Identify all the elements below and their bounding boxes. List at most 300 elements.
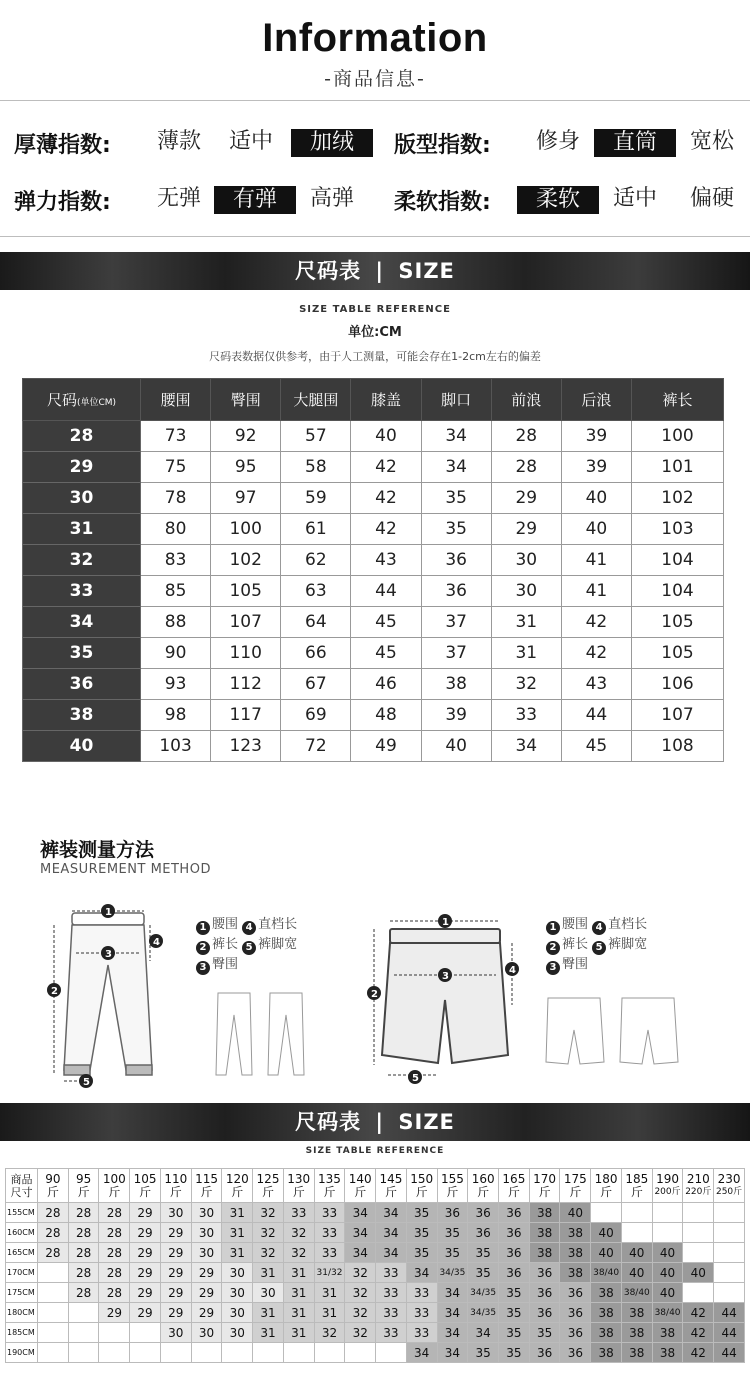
weight-table-ref-label: SIZE TABLE REFERENCE — [305, 1146, 445, 1156]
attr-label-softness: 柔软指数: — [394, 190, 491, 215]
size-cell: 29 — [130, 1263, 161, 1283]
weight-header — [529, 1169, 560, 1203]
size-cell: 40 — [652, 1243, 683, 1263]
size-cell: 31 — [314, 1283, 345, 1303]
weight-header — [714, 1169, 745, 1203]
size-cell — [376, 1343, 407, 1363]
weight-header — [130, 1169, 161, 1203]
measure-cell: 106 — [632, 669, 724, 700]
measure-cell: 105 — [632, 607, 724, 638]
size-cell: 29 — [191, 1263, 222, 1283]
size-cell: 33 — [376, 1323, 407, 1343]
weight-unit: 斤 — [354, 1184, 367, 1199]
size-header-label: 尺码 — [46, 391, 77, 409]
size-cell — [38, 1343, 69, 1363]
weight-value: 190 — [656, 1171, 679, 1186]
measure-cell: 42 — [351, 452, 421, 483]
weight-value: 185 — [625, 1171, 649, 1186]
legend-text: 臀围 — [562, 957, 589, 972]
weight-header — [345, 1169, 376, 1203]
size-cell: 30 — [253, 1283, 284, 1303]
size-table — [22, 378, 724, 762]
attr-option-selected: 柔软 — [517, 186, 599, 214]
measure-cell: 66 — [281, 638, 351, 669]
size-cell — [714, 1243, 745, 1263]
corner-cell: 商品尺寸 — [6, 1169, 38, 1203]
size-cell — [683, 1243, 714, 1263]
size-cell: 34 — [345, 1203, 376, 1223]
size-cell: 33 — [314, 1223, 345, 1243]
measure-cell: 44 — [561, 700, 631, 731]
svg-text:4: 4 — [509, 965, 516, 976]
attr-option: 适中 — [612, 186, 657, 211]
measure-cell: 83 — [141, 545, 211, 576]
size-cell: 29 — [23, 452, 141, 483]
size-cell: 29 — [160, 1243, 191, 1263]
size-cell: 30 — [222, 1263, 253, 1283]
measure-cell: 39 — [561, 452, 631, 483]
weight-value: 95 — [75, 1171, 92, 1186]
measure-cell: 62 — [281, 545, 351, 576]
measure-cell: 102 — [632, 483, 724, 514]
size-cell: 36 — [499, 1223, 530, 1243]
measure-cell: 41 — [561, 545, 631, 576]
size-cell: 38 — [529, 1223, 560, 1243]
size-cell: 34 — [345, 1243, 376, 1263]
weight-header — [68, 1169, 99, 1203]
col-header: 脚口 — [421, 379, 491, 421]
size-cell: 28 — [99, 1243, 130, 1263]
size-cell — [68, 1323, 99, 1343]
table-row — [23, 514, 724, 545]
size-cell — [683, 1223, 714, 1243]
size-cell: 32 — [345, 1263, 376, 1283]
size-cell: 42 — [683, 1343, 714, 1363]
size-cell: 42 — [683, 1323, 714, 1343]
measure-cell: 35 — [421, 483, 491, 514]
size-cell: 36 — [499, 1243, 530, 1263]
measure-cell: 59 — [281, 483, 351, 514]
size-cell: 34 — [437, 1283, 468, 1303]
size-cell: 34 — [437, 1303, 468, 1323]
size-banner — [0, 252, 750, 290]
measure-cell: 36 — [421, 545, 491, 576]
measure-cell: 107 — [211, 607, 281, 638]
measure-cell: 30 — [491, 576, 561, 607]
size-cell: 33 — [406, 1283, 437, 1303]
svg-text:4: 4 — [153, 937, 160, 948]
size-cell: 36 — [560, 1303, 591, 1323]
size-cell: 40 — [591, 1223, 622, 1243]
measure-cell: 42 — [351, 483, 421, 514]
weight-value: 100 — [102, 1171, 126, 1186]
size-cell: 34 — [345, 1223, 376, 1243]
size-cell — [345, 1343, 376, 1363]
weight-unit: 斤 — [538, 1184, 551, 1199]
weight-header — [468, 1169, 499, 1203]
weight-unit: 斤 — [384, 1184, 397, 1199]
size-cell: 34/35 — [468, 1283, 499, 1303]
measure-cell: 31 — [491, 638, 561, 669]
size-cell: 28 — [99, 1223, 130, 1243]
size-cell: 36 — [437, 1203, 468, 1223]
legend-text: 裤长 — [562, 937, 589, 952]
svg-text:5: 5 — [83, 1077, 90, 1088]
weight-unit: 斤 — [200, 1184, 213, 1199]
size-cell — [38, 1283, 69, 1303]
size-cell: 38 — [591, 1323, 622, 1343]
svg-text:2: 2 — [51, 986, 58, 997]
size-cell: 31 — [222, 1243, 253, 1263]
legend-text: 裤长 — [212, 937, 239, 952]
size-cell: 34 — [406, 1343, 437, 1363]
legend-text: 裤脚宽 — [608, 937, 648, 952]
col-header: 裤长 — [632, 379, 724, 421]
weight-value: 115 — [195, 1171, 218, 1186]
table-row — [6, 1343, 745, 1363]
measure-cell: 35 — [421, 514, 491, 545]
pants-diagram — [40, 895, 180, 1095]
size-cell: 32 — [23, 545, 141, 576]
weight-value: 230 — [717, 1171, 741, 1186]
height-label: 190CM — [6, 1343, 38, 1363]
size-cell: 28 — [38, 1243, 69, 1263]
pants-sketch — [210, 985, 320, 1080]
size-cell: 29 — [99, 1303, 130, 1323]
height-label: 165CM — [6, 1243, 38, 1263]
weight-header — [560, 1169, 591, 1203]
measure-cell: 40 — [561, 514, 631, 545]
weight-header — [683, 1169, 714, 1203]
size-cell: 33 — [376, 1303, 407, 1323]
size-cell: 38/40 — [621, 1283, 652, 1303]
size-cell: 30 — [191, 1223, 222, 1243]
size-unit: 单位:CM — [348, 325, 402, 340]
measure-cell: 69 — [281, 700, 351, 731]
size-cell: 40 — [560, 1203, 591, 1223]
svg-text:3: 3 — [442, 971, 449, 982]
weight-value: 145 — [379, 1171, 403, 1186]
size-cell — [130, 1343, 161, 1363]
size-cell: 36 — [468, 1223, 499, 1243]
legend-shorts — [546, 915, 696, 975]
table-row — [23, 731, 724, 762]
size-cell: 29 — [130, 1283, 161, 1303]
measure-cell: 107 — [632, 700, 724, 731]
attr-option-selected: 加绒 — [291, 129, 373, 157]
table-row — [23, 700, 724, 731]
size-cell: 28 — [23, 421, 141, 452]
size-cell: 28 — [68, 1243, 99, 1263]
measure-cell: 42 — [351, 514, 421, 545]
size-cell: 35 — [406, 1203, 437, 1223]
size-cell: 36 — [529, 1303, 560, 1323]
measure-cell: 97 — [211, 483, 281, 514]
size-cell: 29 — [130, 1203, 161, 1223]
col-header: 前浪 — [491, 379, 561, 421]
measure-cell: 103 — [141, 731, 211, 762]
measure-cell: 39 — [561, 421, 631, 452]
table-row — [6, 1303, 745, 1323]
weight-header — [437, 1169, 468, 1203]
size-cell: 32 — [345, 1303, 376, 1323]
table-row — [6, 1223, 745, 1243]
weight-header — [283, 1169, 314, 1203]
weight-header — [499, 1169, 530, 1203]
measure-cell: 49 — [351, 731, 421, 762]
size-cell: 31 — [253, 1323, 284, 1343]
measure-cell: 73 — [141, 421, 211, 452]
measure-cell: 63 — [281, 576, 351, 607]
weight-value: 125 — [256, 1171, 280, 1186]
banner-cn: 尺码表 — [295, 259, 362, 283]
size-cell: 29 — [191, 1283, 222, 1303]
measure-cell: 72 — [281, 731, 351, 762]
measure-cell: 100 — [632, 421, 724, 452]
weight-header — [99, 1169, 130, 1203]
measure-cell: 40 — [351, 421, 421, 452]
size-cell: 30 — [222, 1303, 253, 1323]
size-cell: 44 — [714, 1343, 745, 1363]
measure-cell: 105 — [632, 638, 724, 669]
table-row — [23, 483, 724, 514]
size-cell: 28 — [68, 1283, 99, 1303]
size-cell: 32 — [283, 1223, 314, 1243]
size-cell: 35 — [499, 1283, 530, 1303]
measure-cell: 67 — [281, 669, 351, 700]
size-cell — [253, 1343, 284, 1363]
weight-unit: 斤 — [139, 1184, 152, 1199]
size-cell: 30 — [222, 1323, 253, 1343]
size-cell: 32 — [345, 1323, 376, 1343]
size-cell: 28 — [68, 1203, 99, 1223]
measure-cell: 43 — [561, 669, 631, 700]
size-cell: 35 — [499, 1303, 530, 1323]
size-cell: 35 — [437, 1243, 468, 1263]
weight-unit: 斤 — [77, 1184, 90, 1199]
size-cell: 36 — [560, 1323, 591, 1343]
size-cell: 31 — [283, 1263, 314, 1283]
measure-cell: 80 — [141, 514, 211, 545]
measure-cell: 36 — [421, 576, 491, 607]
size-cell: 32 — [345, 1283, 376, 1303]
svg-text:1: 1 — [105, 907, 112, 918]
weight-value: 175 — [563, 1171, 587, 1186]
size-cell: 28 — [38, 1203, 69, 1223]
attr-option-selected: 有弹 — [214, 186, 296, 214]
measure-cell: 92 — [211, 421, 281, 452]
size-table-ref-label: SIZE TABLE REFERENCE — [299, 304, 451, 315]
size-cell: 31 — [222, 1203, 253, 1223]
measurement-subtitle: MEASUREMENT METHOD — [40, 862, 211, 877]
weight-unit: 250斤 — [715, 1186, 743, 1197]
svg-text:3: 3 — [105, 949, 112, 960]
size-cell: 30 — [160, 1203, 191, 1223]
size-cell: 34 — [437, 1343, 468, 1363]
legend-num: 5 — [592, 941, 606, 955]
size-cell: 36 — [499, 1203, 530, 1223]
measure-cell: 45 — [351, 638, 421, 669]
weight-unit: 斤 — [108, 1184, 121, 1199]
attr-option: 无弹 — [156, 186, 201, 211]
size-cell — [591, 1203, 622, 1223]
size-cell — [38, 1263, 69, 1283]
weight-value: 90 — [45, 1171, 61, 1186]
size-cell: 38 — [621, 1323, 652, 1343]
legend-num: 1 — [196, 921, 210, 935]
measure-cell: 34 — [421, 452, 491, 483]
size-cell: 38 — [621, 1343, 652, 1363]
size-cell: 31 — [314, 1303, 345, 1323]
size-cell: 30 — [191, 1243, 222, 1263]
size-cell: 31 — [222, 1223, 253, 1243]
weight-header-row — [6, 1169, 745, 1203]
size-cell: 30 — [191, 1323, 222, 1343]
size-cell: 40 — [23, 731, 141, 762]
attr-option-selected: 直筒 — [594, 129, 676, 157]
measure-cell: 117 — [211, 700, 281, 731]
weight-value: 170 — [533, 1171, 557, 1186]
size-cell — [222, 1343, 253, 1363]
divider — [0, 100, 750, 101]
size-cell: 38 — [591, 1303, 622, 1323]
measure-cell: 31 — [491, 607, 561, 638]
height-label: 155CM — [6, 1203, 38, 1223]
col-header: 臀围 — [211, 379, 281, 421]
size-cell: 44 — [714, 1303, 745, 1323]
legend-text: 直档长 — [258, 917, 298, 932]
size-cell: 32 — [253, 1243, 284, 1263]
weight-value: 110 — [164, 1171, 188, 1186]
size-cell — [714, 1223, 745, 1243]
size-cell: 36 — [23, 669, 141, 700]
weight-value: 140 — [348, 1171, 372, 1186]
weight-value: 210 — [686, 1171, 710, 1186]
size-cell: 31 — [253, 1263, 284, 1283]
table-row — [6, 1323, 745, 1343]
weight-unit: 斤 — [292, 1184, 305, 1199]
measure-cell: 101 — [632, 452, 724, 483]
measure-cell: 58 — [281, 452, 351, 483]
attr-label-elasticity: 弹力指数: — [14, 190, 111, 215]
size-cell — [38, 1323, 69, 1343]
size-cell: 29 — [130, 1303, 161, 1323]
size-cell: 29 — [160, 1223, 191, 1243]
weight-header — [621, 1169, 652, 1203]
size-cell — [99, 1343, 130, 1363]
size-cell: 33 — [376, 1263, 407, 1283]
legend-pants — [196, 915, 336, 975]
size-cell: 29 — [130, 1243, 161, 1263]
size-cell: 40 — [591, 1243, 622, 1263]
size-cell — [621, 1223, 652, 1243]
size-banner-2 — [0, 1103, 750, 1141]
size-cell — [68, 1303, 99, 1323]
size-cell: 40 — [652, 1283, 683, 1303]
weight-unit: 斤 — [323, 1184, 336, 1199]
attr-option: 宽松 — [689, 129, 734, 154]
size-cell: 36 — [499, 1263, 530, 1283]
height-label: 180CM — [6, 1303, 38, 1323]
size-cell: 31/32 — [314, 1263, 345, 1283]
legend-num: 2 — [546, 941, 560, 955]
size-cell — [283, 1343, 314, 1363]
size-cell — [683, 1283, 714, 1303]
measure-cell: 46 — [351, 669, 421, 700]
size-cell — [621, 1203, 652, 1223]
measure-cell: 108 — [632, 731, 724, 762]
banner-en: SIZE — [398, 1110, 455, 1134]
legend-num: 4 — [242, 921, 256, 935]
size-cell: 40 — [683, 1263, 714, 1283]
weight-unit: 斤 — [169, 1184, 182, 1199]
table-row — [23, 638, 724, 669]
weight-unit: 200斤 — [654, 1186, 681, 1197]
weight-value: 180 — [594, 1171, 618, 1186]
measure-cell: 42 — [561, 607, 631, 638]
weight-unit: 斤 — [507, 1184, 520, 1199]
size-cell: 42 — [683, 1303, 714, 1323]
size-cell: 31 — [253, 1303, 284, 1323]
size-cell: 38 — [560, 1263, 591, 1283]
legend-text: 直档长 — [608, 917, 648, 932]
size-cell — [683, 1203, 714, 1223]
weight-value: 165 — [502, 1171, 526, 1186]
weight-header — [652, 1169, 683, 1203]
measure-cell: 104 — [632, 545, 724, 576]
size-header — [23, 379, 141, 421]
table-row — [23, 576, 724, 607]
attr-option: 偏硬 — [689, 186, 734, 211]
size-cell: 28 — [68, 1263, 99, 1283]
size-cell: 36 — [529, 1343, 560, 1363]
weight-header — [160, 1169, 191, 1203]
measure-cell: 88 — [141, 607, 211, 638]
measure-cell: 29 — [491, 483, 561, 514]
size-cell: 30 — [160, 1323, 191, 1343]
size-cell: 34 — [437, 1323, 468, 1343]
shorts-sketch — [542, 990, 692, 1070]
size-cell: 33 — [314, 1243, 345, 1263]
weight-unit: 斤 — [415, 1184, 428, 1199]
size-cell: 28 — [99, 1263, 130, 1283]
measure-cell: 95 — [211, 452, 281, 483]
size-cell — [714, 1283, 745, 1303]
measure-cell: 98 — [141, 700, 211, 731]
size-cell: 28 — [99, 1283, 130, 1303]
size-cell: 38 — [529, 1243, 560, 1263]
size-cell — [714, 1203, 745, 1223]
height-label: 185CM — [6, 1323, 38, 1343]
size-cell: 33 — [23, 576, 141, 607]
size-cell: 32 — [253, 1203, 284, 1223]
page-subtitle: -商品信息- — [324, 68, 426, 90]
size-cell: 28 — [38, 1223, 69, 1243]
size-cell: 34 — [23, 607, 141, 638]
weight-size-table — [5, 1168, 745, 1363]
size-table-header — [23, 379, 724, 421]
size-cell: 40 — [621, 1243, 652, 1263]
table-row — [6, 1203, 745, 1223]
weight-header — [253, 1169, 284, 1203]
measure-cell: 93 — [141, 669, 211, 700]
weight-unit: 斤 — [630, 1184, 643, 1199]
svg-text:5: 5 — [412, 1073, 419, 1084]
divider — [0, 236, 750, 237]
size-cell: 38 — [560, 1223, 591, 1243]
weight-header — [38, 1169, 69, 1203]
table-row — [6, 1263, 745, 1283]
